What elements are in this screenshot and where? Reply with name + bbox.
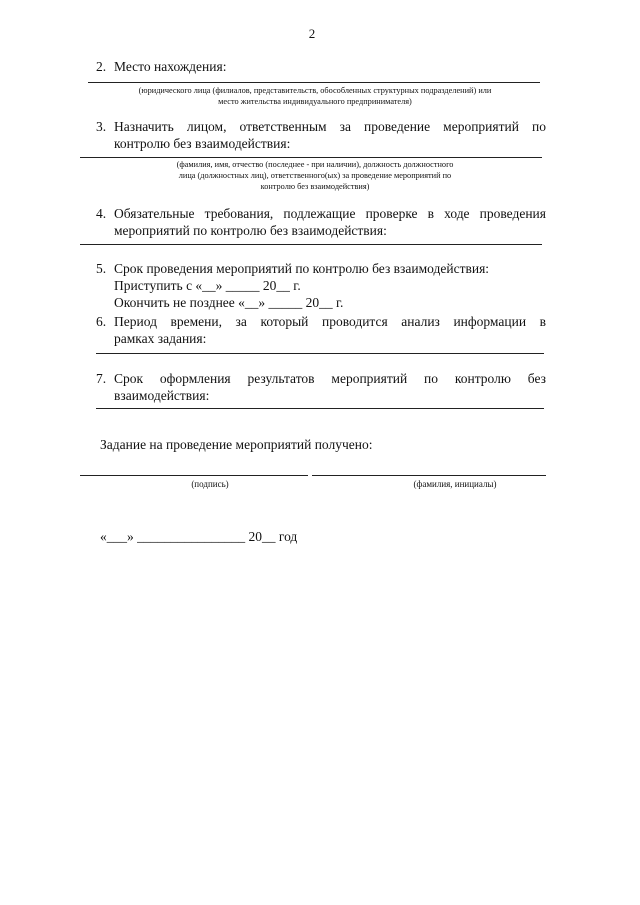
task-received-text: Задание на проведение мероприятий получено: [100,437,373,452]
item-number: 3. [96,119,107,134]
start-date-line: Приступить с «__» _____ 20__ г. [114,278,301,293]
end-date-line: Окончить не позднее «__» _____ 20__ г. [114,295,344,310]
item-text: Обязательные требования, подлежащие проверке в ходе проведения [114,206,546,221]
item-number: 7. [96,371,107,386]
item-text: контролю без взаимодействия: [114,136,291,151]
item-3-hint [100,159,530,192]
item-2-hint [80,85,550,107]
name-line [312,475,546,476]
fill-line [80,157,542,158]
item-6-time-period [96,313,546,347]
item-3-responsible [96,118,546,152]
item-label: Место нахождения: [114,59,227,74]
fill-line [96,408,544,409]
hint-line: место жительства индивидуального предпринимателя) [218,97,412,106]
hint-line: контролю без взаимодействия) [260,182,370,191]
signature-line [80,475,308,476]
fill-line [80,244,542,245]
item-number: 2. [96,59,107,74]
item-number: 5. [96,261,107,276]
item-text: Период времени, за который проводится анализ информации в [114,314,546,329]
name-hint: (фамилия, инициалы) [413,479,497,489]
item-4-requirements [96,205,546,239]
item-7-results-deadline [96,370,546,404]
fill-line [96,353,544,354]
item-text: Срок проведения мероприятий по контролю без взаимодействия: [114,261,490,276]
item-text: мероприятий по контролю без взаимодействия: [114,223,387,238]
item-text: взаимодействия: [114,388,210,403]
item-text: Срок оформления результатов мероприятий по контролю без [114,371,546,386]
signature-hint: (подпись) [191,479,229,489]
item-text: Назначить лицом, ответственным за проведение мероприятий по [114,119,546,134]
item-5-period [96,260,546,311]
hint-line: (юридического лица (филиалов, представительств, обособленных структурных подразделений) или [138,86,492,95]
page-number: 2 [308,26,316,41]
item-2-location [96,58,226,75]
item-number: 4. [96,206,107,221]
item-text: рамках задания: [114,331,207,346]
date-line: «___» ________________ 20__ год [100,529,298,544]
fill-line [88,82,540,83]
hint-line: лица (должностных лиц), ответственного(ых) за проведение мероприятий по [178,171,452,180]
hint-line: (фамилия, имя, отчество (последнее - при наличии), должность должностного [176,160,454,169]
item-number: 6. [96,314,107,329]
